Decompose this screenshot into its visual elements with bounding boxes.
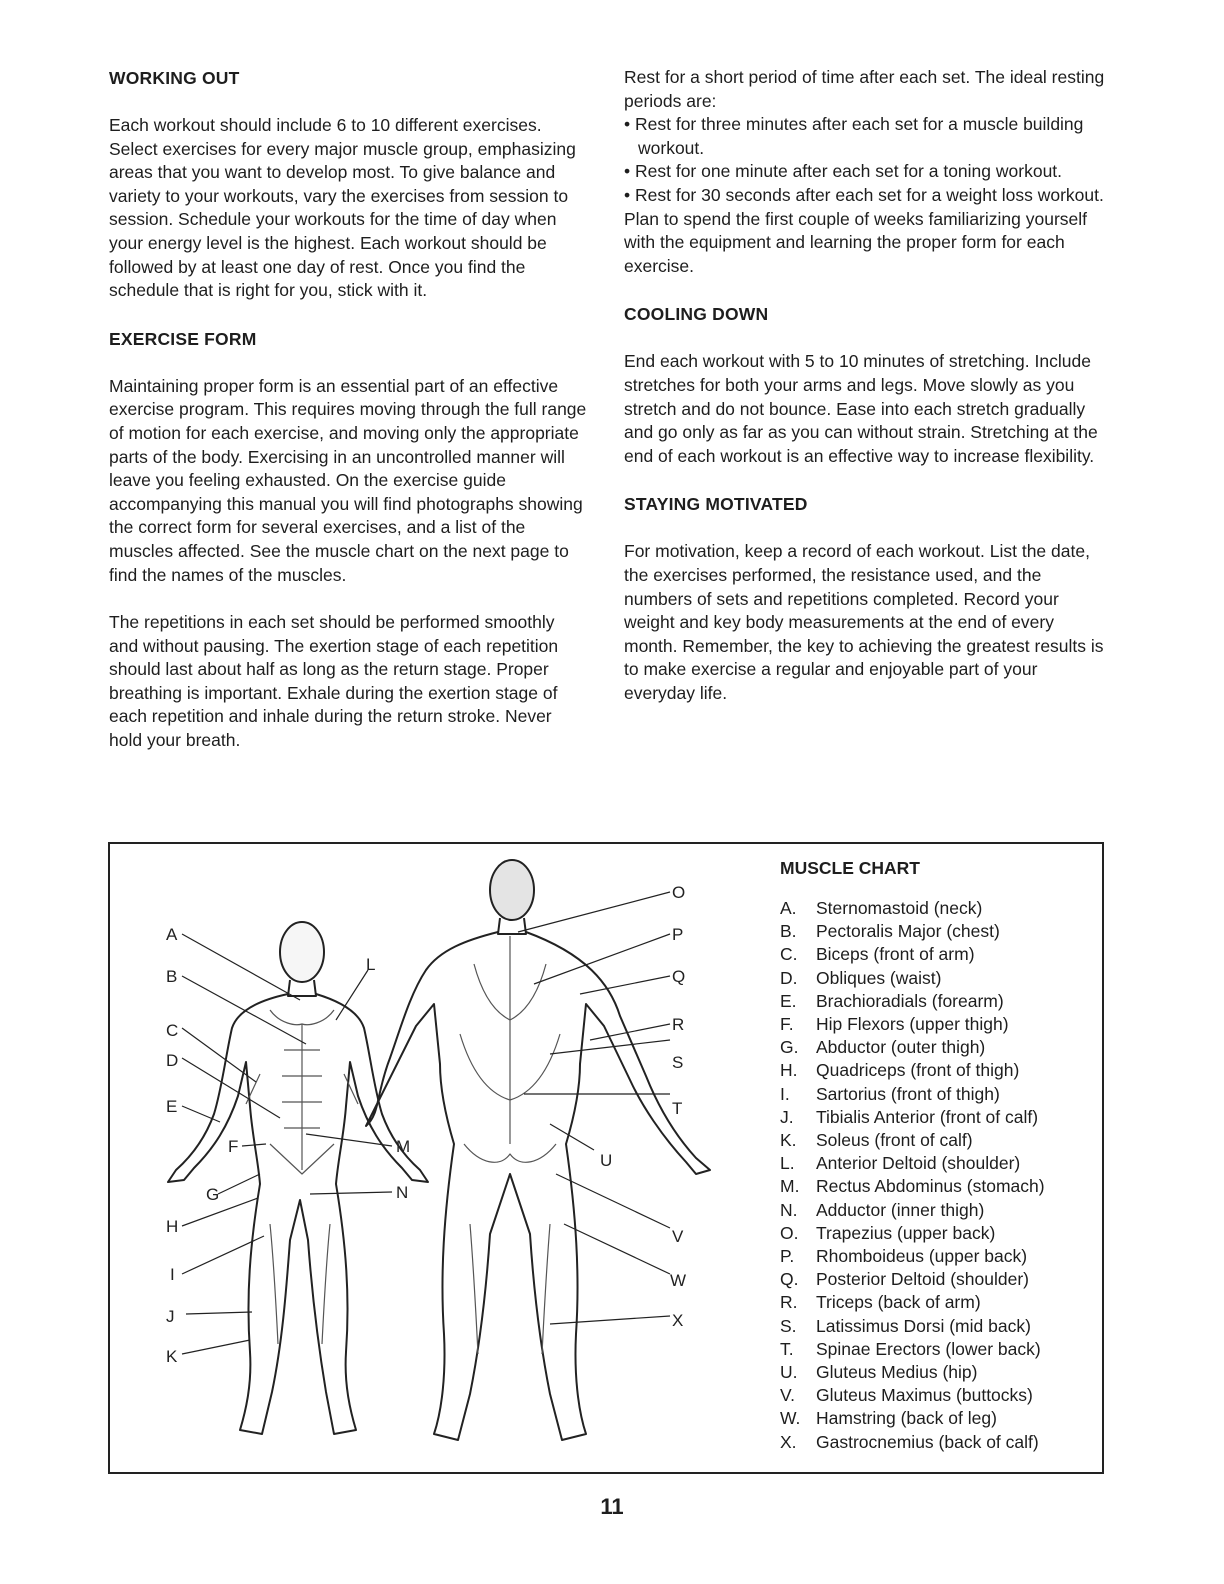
muscle-letter: S. [780,1315,797,1336]
muscle-letter: D. [780,967,798,988]
muscle-list-item [780,920,1100,943]
label-n: N [396,1183,409,1202]
muscle-letter: A. [780,898,797,918]
muscle-name: Trapezius (upper back) [816,1222,996,1243]
label-g: G [206,1185,220,1204]
muscle-list-item [780,1175,1100,1198]
muscle-name: Soleus (front of calf) [816,1130,973,1151]
muscle-letter: B. [780,921,797,942]
label-s: S [672,1053,684,1072]
muscle-name: Tibialis Anterior (front of calf) [816,1106,1039,1127]
cooling-down-heading: COOLING DOWN [624,304,769,325]
muscle-list-item [780,1361,1100,1384]
cooling-down-body: End each workout with 5 to 10 minutes of stretching. Include stretches for both your arms and legs. Move slowly as you stretch and do not bounce. Ease into each stretch gradually and go only as far as you can without strain. Stretching at the end of each workout is an effective way to increase flexibility. [624,351,1098,466]
muscle-chart-box [108,842,1104,1474]
muscle-letter: H. [780,1060,798,1081]
label-f: F [228,1137,239,1156]
label-e: E [166,1097,178,1116]
label-j: J [166,1307,175,1326]
muscle-list-item [780,1083,1100,1106]
muscle-name: Abductor (outer thigh) [816,1037,986,1058]
muscle-list-item [780,1338,1100,1361]
muscle-name: Adductor (inner thigh) [816,1199,985,1220]
label-m: M [396,1137,411,1156]
label-i: I [170,1265,175,1284]
muscle-chart-title: MUSCLE CHART [780,858,920,878]
muscle-letter: F. [780,1014,794,1035]
exercise-form-heading: EXERCISE FORM [109,328,257,349]
muscle-list-item [780,1106,1100,1129]
muscle-list-item [780,1013,1100,1036]
working-out-heading: WORKING OUT [109,68,240,88]
label-k: K [166,1347,178,1366]
muscle-letter: M. [780,1176,800,1197]
muscle-letter: T. [780,1338,794,1359]
label-u: U [600,1151,613,1170]
label-x: X [672,1311,684,1330]
staying-motivated-body: For motivation, keep a record of each workout. List the date, the exercises performed, the resistance used, and the numbers of sets and repetitions completed. Record your weight and key body measurements at the end of every month. Remember, the key to achieving the greatest results is to make exercise a regular and enjoyable part of your everyday life. [624,541,1104,703]
muscle-letter: P. [780,1246,795,1267]
muscle-list-item [780,1268,1100,1291]
muscle-letter: I. [780,1083,790,1104]
muscle-list-item [780,897,1100,920]
muscle-list-item [780,967,1100,990]
muscle-name: Triceps (back of arm) [816,1292,981,1313]
exercise-form-paragraph-1: Maintaining proper form is an essential part of an effective exercise program. This requires moving through the full range of motion for each exercise, and moving only the appropriate parts of the body. Exercising in an uncontrolled manner will leave you feeling exhausted. On the exercise guide accompanying this manual you will find photographs showing the correct form for several exercises, and a list of the muscles affected. See the muscle chart on the next page to find the names of the muscles. [109,375,587,585]
label-v: V [672,1227,684,1246]
label-b: B [166,967,178,986]
label-o: O [672,883,686,902]
muscle-name: Hamstring (back of leg) [816,1408,997,1429]
muscle-list-item [780,1059,1100,1082]
staying-motivated-heading: STAYING MOTIVATED [624,494,808,515]
right-column [624,66,1106,729]
muscle-list [780,897,1100,1454]
muscle-name: Gluteus Medius (hip) [816,1362,978,1383]
muscle-name: Brachioradials (forearm) [816,990,1004,1011]
exercise-form-paragraph-2: The repetitions in each set should be performed smoothly and without pausing. The exertion stage of each repetition should last about half as long as the return stage. Proper breathing is important. Exhale during the exertion stage of each repetition and inhale during the return stroke. Never hold your breath. [109,612,559,751]
muscle-name: Posterior Deltoid (shoulder) [816,1269,1030,1290]
muscle-letter: C. [780,944,798,965]
muscle-list-item [780,1291,1100,1314]
muscle-list-item [780,990,1100,1013]
working-out-body: Each workout should include 6 to 10 different exercises. Select exercises for every major muscle group, emphasizing areas that you want to develop most. To give balance and variety to your workouts, vary the exercises from session to session. Schedule your workouts for the time of day when your energy level is the highest. Each workout should be followed by at least one day of rest. Once you find the schedule that is right for you, stick with it. [109,115,576,301]
label-w: W [670,1271,687,1290]
figure-letter-labels [166,883,686,1366]
rest-outro: Plan to spend the first couple of weeks familiarizing yourself with the equipment and learning the proper form for each exercise. [624,208,1088,276]
label-l: L [366,955,376,974]
muscle-letter: V. [780,1385,795,1406]
muscle-letter: J. [780,1106,794,1127]
muscle-letter: O. [780,1222,799,1243]
muscle-name: Hip Flexors (upper thigh) [816,1014,1009,1035]
muscle-list-item [780,1036,1100,1059]
label-p: P [672,925,684,944]
muscle-chart-legend [780,858,1100,1454]
muscle-letter: W. [780,1408,801,1429]
muscle-name: Gluteus Maximus (buttocks) [816,1385,1033,1406]
label-d: D [166,1051,179,1070]
leader-lines [182,892,670,1354]
back-figure [366,860,710,1440]
muscle-letter: G. [780,1037,799,1058]
muscle-name: Pectoralis Major (chest) [816,921,1000,942]
muscle-name: Sternomastoid (neck) [816,898,983,918]
muscle-letter: L. [780,1153,795,1174]
muscle-list-item [780,1407,1100,1430]
rest-bullet-1: • Rest for three minutes after each set for a muscle building workout. [624,114,1084,158]
muscle-name: Latissimus Dorsi (mid back) [816,1315,1031,1336]
muscle-name: Rhomboideus (upper back) [816,1246,1028,1267]
muscle-name: Spinae Erectors (lower back) [816,1338,1041,1359]
muscle-list-item [780,1315,1100,1338]
muscle-name: Biceps (front of arm) [816,944,975,965]
muscle-name: Quadriceps (front of thigh) [816,1060,1020,1081]
muscle-letter: X. [780,1431,797,1452]
muscle-list-item [780,1152,1100,1175]
muscle-list-item [780,1431,1100,1454]
label-c: C [166,1021,179,1040]
rest-bullet-3: • Rest for 30 seconds after each set for a weight loss workout. [624,184,1104,205]
muscle-list-item [780,1129,1100,1152]
muscle-name: Anterior Deltoid (shoulder) [816,1153,1021,1174]
muscle-list-item [780,1222,1100,1245]
muscle-list-item [780,1199,1100,1222]
muscle-letter: N. [780,1199,798,1220]
label-a: A [166,925,178,944]
page-number: 11 [600,1494,624,1519]
muscle-name: Gastrocnemius (back of calf) [816,1431,1039,1452]
label-r: R [672,1015,685,1034]
label-q: Q [672,967,686,986]
rest-intro: Rest for a short period of time after each set. The ideal resting periods are: [624,67,1105,111]
muscle-letter: R. [780,1292,798,1313]
muscle-list-item [780,1245,1100,1268]
muscle-letter: E. [780,990,797,1011]
muscle-name: Rectus Abdominus (stomach) [816,1176,1045,1197]
label-t: T [672,1099,683,1118]
label-h: H [166,1217,179,1236]
muscle-figures-illustration [110,844,770,1472]
muscle-letter: K. [780,1130,797,1151]
left-column [109,66,587,777]
muscle-list-item [780,1384,1100,1407]
muscle-letter: Q. [780,1269,799,1290]
muscle-list-item [780,943,1100,966]
muscle-letter: U. [780,1362,798,1383]
muscle-name: Sartorius (front of thigh) [816,1083,1000,1104]
muscle-name: Obliques (waist) [816,967,942,988]
rest-bullet-2: • Rest for one minute after each set for a toning workout. [624,161,1063,182]
